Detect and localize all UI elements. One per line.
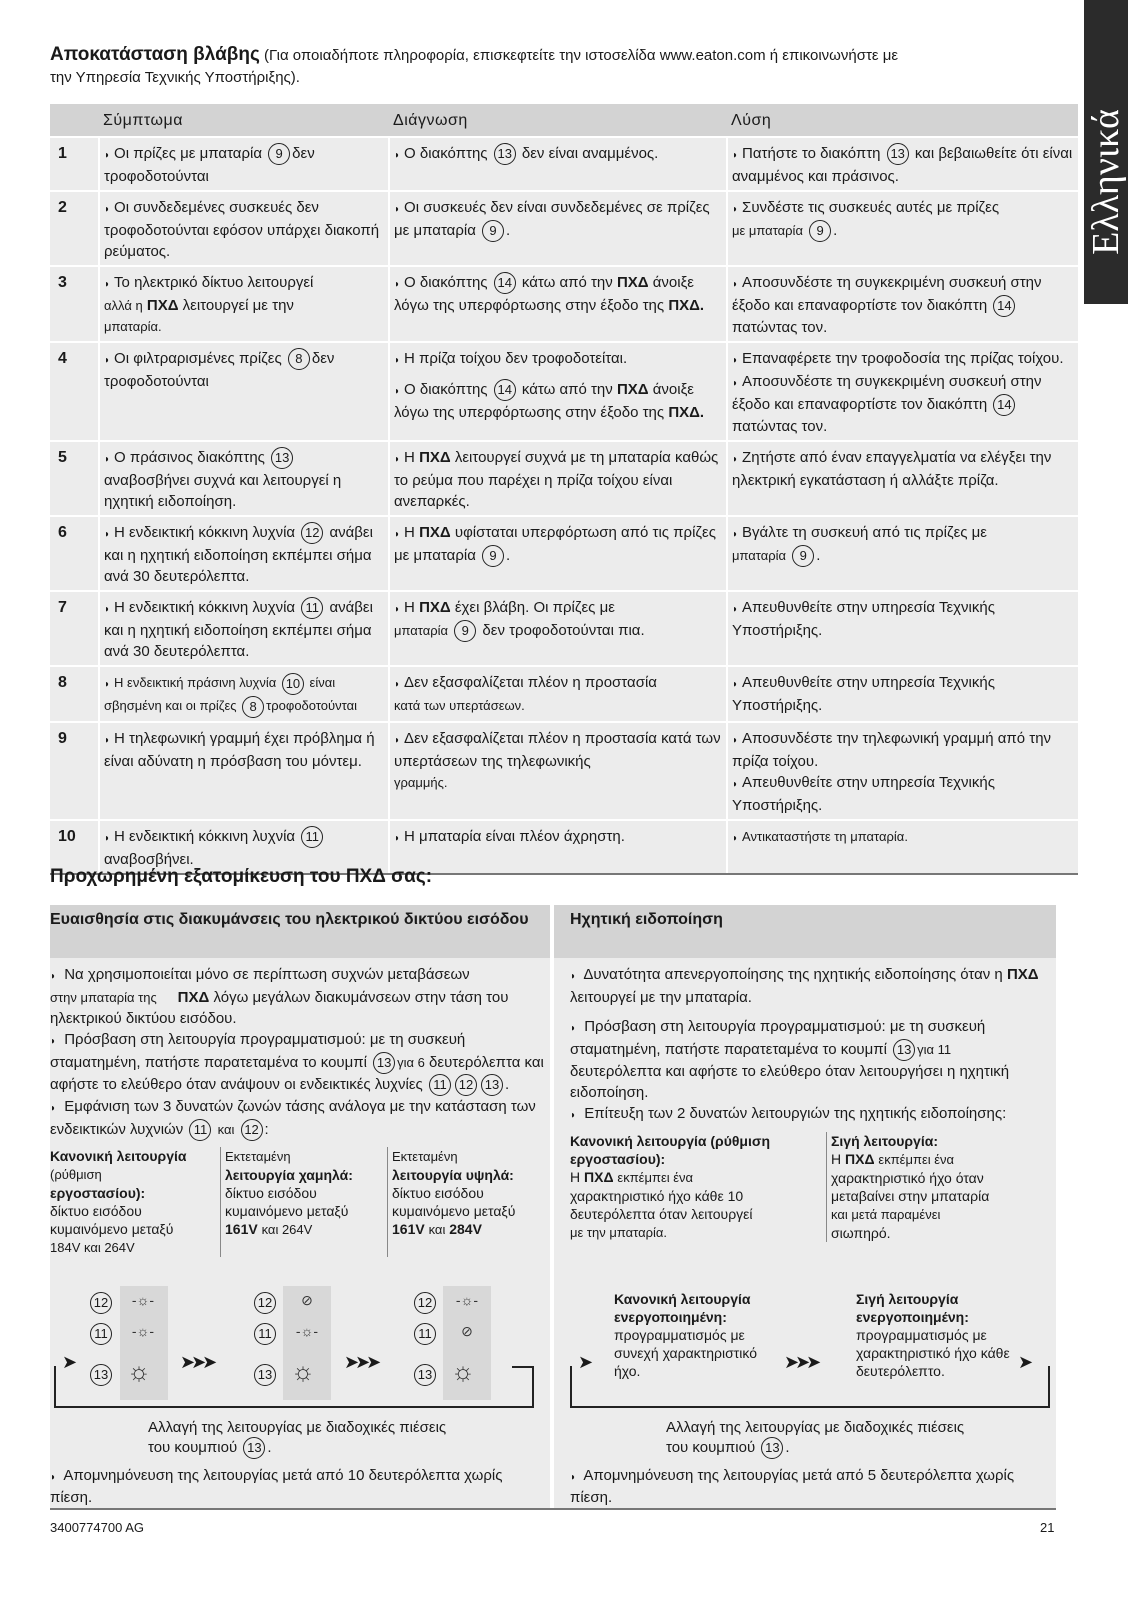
language-tab <box>1084 0 1128 304</box>
ref-circle: 14 <box>993 295 1015 317</box>
led-ref-12: 12 <box>90 1292 112 1314</box>
diagnosis-cell: ◗ Οι συσκευές δεν είναι συνδεδεμένες σε πρίζες με μπαταρία 9 . <box>389 191 727 266</box>
ref-circle: 13 <box>887 143 909 165</box>
page-number: 21 <box>1040 1520 1055 1535</box>
next-arrow-icon: ➤ <box>1018 1352 1030 1372</box>
diagnosis-cell: ◗ Δεν εξασφαλίζεται πλέον η προστασία κατά των υπερτάσεων της τηλεφωνικής γραμμής. <box>389 722 727 820</box>
row-number: 5 <box>50 441 99 516</box>
solution-cell: ◗ Αποσυνδέστε τη συγκεκριμένη συσκευή στην έξοδο και επαναφορτίστε τον διακόπτη 14 πατώντας τον. <box>727 266 1078 342</box>
solution-cell: ◗ Απευθυνθείτε στην υπηρεσία Τεχνικής Υποστήριξης. <box>727 591 1078 666</box>
sensitivity-title: Ευαισθησία στις διακυμάνσεις του ηλεκτρικού δικτύου εισόδου <box>50 905 550 958</box>
next-arrow-icon: ➤➤➤ <box>180 1352 214 1372</box>
next-arrow-icon: ➤➤➤ <box>784 1352 818 1372</box>
led-ref-13: 13 <box>254 1364 276 1386</box>
led-on-icon: ☼ <box>127 1356 151 1386</box>
symptom-cell: ◗ Η ενδεικτική κόκκινη λυχνία 11 ανάβει και η ηχητική ειδοποίηση εκπέμπει σήμα ανά 30 δευτερόλεπτα. <box>99 591 389 666</box>
left-caption: Αλλαγή της λειτουργίας με διαδοχικές πιέσεις του κουμπιού 13 . <box>148 1418 468 1459</box>
troubleshooting-table <box>50 104 1078 875</box>
left-memo: ◗ Απομνημόνευση της λειτουργίας μετά από 10 δευτερόλεπτα χωρίς πίεση. <box>50 1467 503 1506</box>
led-blink-icon: -☼- <box>295 1323 319 1339</box>
led-blink-icon: -☼- <box>131 1323 155 1339</box>
symptom-cell: ◗ Το ηλεκτρικό δίκτυο λειτουργεί αλλά η ΠΧΔ λειτουργεί με την μπαταρία. <box>99 266 389 342</box>
row-number: 1 <box>50 137 99 191</box>
sensitivity-body: ◗ Να χρησιμοποιείται μόνο σε περίπτωση συχνών μεταβάσεων στην μπαταρία της ΠΧΔ λόγω μεγάλων διακυμάνσεων στην τάση του ηλεκτρικού δικτύου εισόδου. ◗ Πρόσβαση στη λειτουργία προγραμματισμού: με τη συσκευή σταματημένη, πατήστε παρατεταμένα το κουμπί 13 για 6 δευτερόλεπτα και αφήστε το ελεύθερο όταν ανάψουν οι ενδεικτικές λυχνίες 11 12 13 . ◗ Εμφάνιση των 3 δυνατών ζωνών τάσης ανάλογα με την κατάσταση των ενδεικτικών λυχνιών 11 και 12 : <box>50 958 550 1141</box>
diagnosis-cell: ◗ Η ΠΧΔ λειτουργεί συχνά με τη μπαταρία καθώς το ρεύμα που παρέχει η πρίζα τοίχου είναι ανεπαρκές. <box>389 441 727 516</box>
row-number: 9 <box>50 722 99 820</box>
ref-circle: 10 <box>282 673 304 695</box>
led-ref-11: 11 <box>254 1323 276 1345</box>
led-off-icon: ⊘ <box>461 1323 473 1339</box>
led-ref-13: 13 <box>90 1364 112 1386</box>
audio-alarm-title: Ηχητική ειδοποίηση <box>554 905 1056 958</box>
led-on-icon: ☼ <box>291 1356 315 1386</box>
row-number: 6 <box>50 516 99 591</box>
table-row <box>50 137 1078 191</box>
diagnosis-cell: ◗ Η ΠΧΔ έχει βλάβη. Οι πρίζες με μπαταρία 9 δεν τροφοδοτούνται πια. <box>389 591 727 666</box>
symptom-cell: ◗ Ο πράσινος διακόπτης 13 αναβοσβήνει συχνά και λειτουργεί η ηχητική ειδοποίηση. <box>99 441 389 516</box>
table-row <box>50 516 1078 591</box>
symptom-cell: ◗ Οι πρίζες με μπαταρία 9 δεν τροφοδοτούνται <box>99 137 389 191</box>
diagnosis-cell: ◗ Η μπαταρία είναι πλέον άχρηστη. <box>389 820 727 874</box>
ref-circle: 11 <box>189 1119 211 1141</box>
language-tab-label: Ελληνικά <box>1085 109 1127 256</box>
table-row <box>50 666 1078 722</box>
loop-stub <box>512 1366 532 1368</box>
diagnosis-cell: ◗ Ο διακόπτης 13 δεν είναι αναμμένος. <box>389 137 727 191</box>
ref-circle: 13 <box>243 1437 265 1459</box>
solution-cell: ◗ Απευθυνθείτε στην υπηρεσία Τεχνικής Υποστήριξης. <box>727 666 1078 722</box>
ref-circle: 11 <box>301 597 323 619</box>
diagnosis-cell: ◗ Η ΠΧΔ υφίσταται υπερφόρτωση από τις πρίζες με μπαταρία 9 . <box>389 516 727 591</box>
diagnosis-cell: ◗ Δεν εξασφαλίζεται πλέον η προστασία κατά των υπερτάσεων. <box>389 666 727 722</box>
ref-circle: 13 <box>271 447 293 469</box>
solution-cell: ◗ Αντικαταστήστε τη μπαταρία. <box>727 820 1078 874</box>
ref-circle: 12 <box>455 1074 477 1096</box>
table-row <box>50 441 1078 516</box>
led-ref-12: 12 <box>254 1292 276 1314</box>
ref-circle: 11 <box>429 1074 451 1096</box>
ref-circle: 8 <box>288 348 310 370</box>
row-number: 7 <box>50 591 99 666</box>
ref-circle: 9 <box>792 545 814 567</box>
symptom-cell: ◗ Η ενδεικτική κόκκινη λυχνία 11 αναβοσβήνει. <box>99 820 389 874</box>
ref-circle: 8 <box>242 696 264 718</box>
symptom-cell: ◗ Η ενδεικτική πράσινη λυχνία 10 είναι σβησμένη και οι πρίζες 8 τροφοδοτούνται <box>99 666 389 722</box>
row-number: 4 <box>50 342 99 441</box>
mode-high: Εκτεταμένη λειτουργία υψηλά: δίκτυο εισόδου κυμαινόμενο μεταξύ 161V και 284V <box>387 1147 548 1257</box>
intro-text-2: την Υπηρεσία Τεχνικής Υποστήριξης). <box>50 69 300 86</box>
led-ref-11: 11 <box>90 1323 112 1345</box>
ref-circle: 9 <box>268 143 290 165</box>
cycle-loop <box>570 1366 1050 1408</box>
led-blink-icon: -☼- <box>131 1292 155 1308</box>
ref-circle: 9 <box>482 545 504 567</box>
ref-circle: 14 <box>494 379 516 401</box>
ref-circle: 13 <box>373 1052 395 1074</box>
solution-cell: ◗ Βγάλτε τη συσκευή από τις πρίζες με μπαταρία 9 . <box>727 516 1078 591</box>
ref-circle: 11 <box>301 826 323 848</box>
bottom-rule <box>50 1508 1056 1510</box>
table-row <box>50 722 1078 820</box>
row-number: 2 <box>50 191 99 266</box>
table-row <box>50 591 1078 666</box>
row-number: 3 <box>50 266 99 342</box>
mode-silent-audio: Σιγή λειτουργία: Η ΠΧΔ εκπέμπει ένα χαρακτηριστικό ήχο όταν μεταβαίνει στην μπαταρία και μετά παραμένει σιωπηρό. <box>826 1132 1037 1242</box>
table-row <box>50 342 1078 441</box>
solution-cell: ◗ Επαναφέρετε την τροφοδοσία της πρίζας τοίχου. ◗ Αποσυνδέστε τη συγκεκριμένη συσκευή στην έξοδο και επαναφορτίστε τον διακόπτη 14 πατώντας τον. <box>727 342 1078 441</box>
ref-circle: 9 <box>809 220 831 242</box>
ref-circle: 14 <box>494 272 516 294</box>
symptom-cell: ◗ Η τηλεφωνική γραμμή έχει πρόβλημα ή είναι αδύνατη η πρόσβαση του μόντεμ. <box>99 722 389 820</box>
intro-text-1: (Για οποιαδήποτε πληροφορία, επισκεφτείτε την ιστοσελίδα www.eaton.com ή επικοινωνήστε με <box>259 47 899 64</box>
symptom-cell: ◗ Η ενδεικτική κόκκινη λυχνία 12 ανάβει και η ηχητική ειδοποίηση εκπέμπει σήμα ανά 30 δευτερόλεπτα. <box>99 516 389 591</box>
symptom-cell: ◗ Οι φιλτραρισμένες πρίζες 8 δεν τροφοδοτούνται <box>99 342 389 441</box>
mode-low: Εκτεταμένη λειτουργία χαμηλά: δίκτυο εισόδου κυμαινόμενο μεταξύ 161V και 264V <box>220 1147 387 1257</box>
led-off-icon: ⊘ <box>301 1292 313 1308</box>
customization-heading: Προχωρημένη εξατομίκευση του ΠΧΔ σας: <box>50 866 433 887</box>
solution-cell: ◗ Αποσυνδέστε την τηλεφωνική γραμμή από την πρίζα τοίχου. ◗ Απευθυνθείτε στην υπηρεσία Τεχνικής Υποστήριξης. <box>727 722 1078 820</box>
diagnosis-cell: ◗ Ο διακόπτης 14 κάτω από την ΠΧΔ άνοιξε λόγω της υπερφόρτωσης στην έξοδο της ΠΧΔ. <box>389 266 727 342</box>
right-memo: ◗ Απομνημόνευση της λειτουργίας μετά από 5 δευτερόλεπτα χωρίς πίεση. <box>570 1467 1015 1506</box>
col-num-header <box>50 104 99 137</box>
row-number: 8 <box>50 666 99 722</box>
led-on-icon: ☼ <box>451 1356 475 1386</box>
col-solution-header: Λύση <box>727 104 1078 137</box>
ref-circle: 14 <box>993 394 1015 416</box>
cycle-loop <box>54 1366 534 1408</box>
next-arrow-icon: ➤➤➤ <box>344 1352 378 1372</box>
diagnosis-cell: ◗ Η πρίζα τοίχου δεν τροφοδοτείται. ◗ Ο διακόπτης 14 κάτω από την ΠΧΔ άνοιξε λόγω της υπερφόρτωσης στην έξοδο της ΠΧΔ. <box>389 342 727 441</box>
led-ref-12: 12 <box>414 1292 436 1314</box>
symptom-cell: ◗ Οι συνδεδεμένες συσκευές δεν τροφοδοτούνται εφόσον υπάρχει διακοπή ρεύματος. <box>99 191 389 266</box>
right-caption: Αλλαγή της λειτουργίας με διαδοχικές πιέσεις του κουμπιού 13 . <box>666 1418 986 1459</box>
solution-cell: ◗ Συνδέστε τις συσκευές αυτές με πρίζες με μπαταρία 9 . <box>727 191 1078 266</box>
col-symptom-header: Σύμπτωμα <box>99 104 389 137</box>
audio-modes <box>554 1132 1056 1242</box>
active-normal: Κανονική λειτουργία ενεργοποιημένη: προγραμματισμός με συνεχή χαρακτηριστικό ήχο. <box>614 1291 757 1379</box>
ref-circle: 12 <box>301 522 323 544</box>
audio-alarm-body: ◗ Δυνατότητα απενεργοποίησης της ηχητικής ειδοποίησης όταν η ΠΧΔ λειτουργεί με την μπαταρία. ◗ Πρόσβαση στη λειτουργία προγραμματισμού: με τη συσκευή σταματημένη, πατήστε παρατεταμένα το κουμπί 13 για 11 δευτερόλεπτα και αφήστε το ελεύθερο όταν λειτουργήσει η ηχητική ειδοποίηση. ◗ Επίτευξη των 2 δυνατών λειτουργιών της ηχητικής ειδοποίησης: <box>570 966 1039 1123</box>
solution-cell: ◗ Ζητήστε από έναν επαγγελματία να ελέγξει την ηλεκτρική εγκατάσταση ή αλλάξτε πρίζα. <box>727 441 1078 516</box>
next-arrow-icon: ➤ <box>578 1352 590 1372</box>
col-diagnosis-header: Διάγνωση <box>389 104 727 137</box>
ref-circle: 13 <box>761 1437 783 1459</box>
troubleshooting-heading: Αποκατάσταση βλάβης <box>50 44 260 65</box>
doc-number: 3400774700 AG <box>50 1520 144 1535</box>
active-silent: Σιγή λειτουργία ενεργοποιημένη: προγραμματισμός με χαρακτηριστικό ήχο κάθε δευτερόλεπτο. <box>856 1291 1010 1379</box>
voltage-modes <box>50 1147 550 1257</box>
table-row <box>50 191 1078 266</box>
next-arrow-icon: ➤ <box>62 1352 74 1372</box>
led-ref-13: 13 <box>414 1364 436 1386</box>
ref-circle: 13 <box>893 1039 915 1061</box>
row-number: 10 <box>50 820 99 874</box>
mode-normal: Κανονική λειτουργία (ρύθμιση εργοστασίου): δίκτυο εισόδου κυμαινόμενο μεταξύ 184V και 264V <box>50 1148 187 1256</box>
led-ref-11: 11 <box>414 1323 436 1345</box>
led-blink-icon: -☼- <box>455 1292 479 1308</box>
ref-circle: 13 <box>494 143 516 165</box>
ref-circle: 9 <box>482 220 504 242</box>
mode-normal-audio: Κανονική λειτουργία (ρύθμιση εργοστασίου): Η ΠΧΔ εκπέμπει ένα χαρακτηριστικό ήχο κάθε 10 δευτερόλεπτα όταν λειτουργεί με την μπαταρία. <box>570 1133 770 1241</box>
ref-circle: 9 <box>454 620 476 642</box>
ref-circle: 13 <box>481 1074 503 1096</box>
intro-paragraph <box>50 44 1050 89</box>
table-row <box>50 266 1078 342</box>
ref-circle: 12 <box>241 1119 263 1141</box>
solution-cell: ◗ Πατήστε το διακόπτη 13 και βεβαιωθείτε ότι είναι αναμμένος και πράσινος. <box>727 137 1078 191</box>
